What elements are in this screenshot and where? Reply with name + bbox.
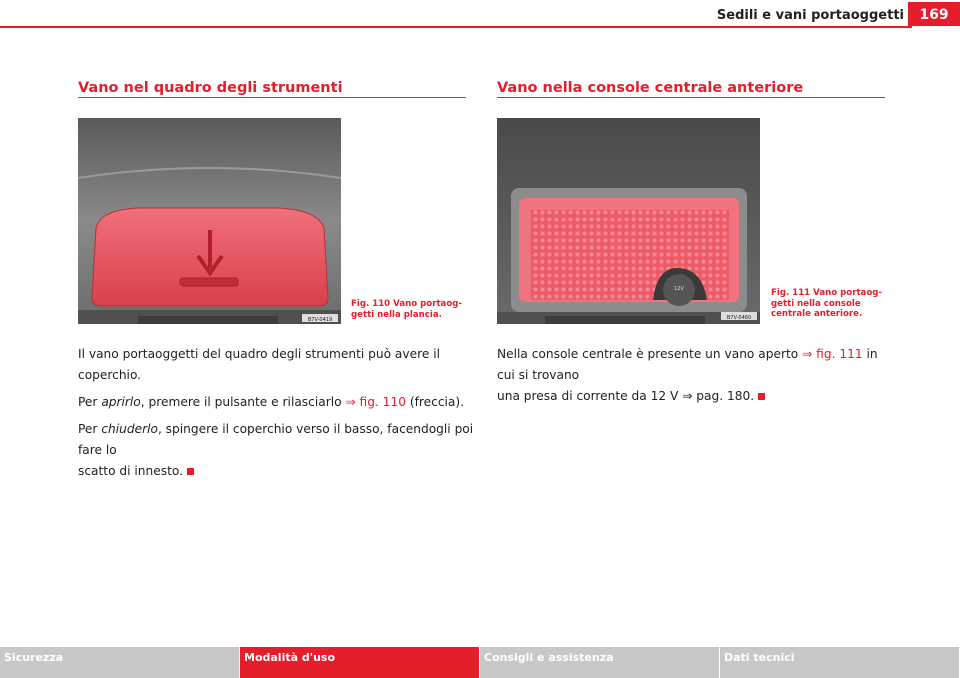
figure-111-center-console-compartment — [497, 118, 760, 324]
figure-caption-111: Fig. 111 Vano portaog- getti nella console centrale anteriore. — [771, 288, 882, 319]
body-text-left — [78, 344, 478, 482]
section-rule-left — [78, 97, 466, 98]
figure-110-dashboard-compartment — [78, 118, 341, 324]
paragraph: Nella console centrale è presente un vano aperto ⇒ fig. 111 in cui si trovano una presa di corrente da 12 V ⇒ pag. 180. — [497, 347, 878, 403]
footer-tab-modalita-duso[interactable]: Modalità d'uso — [240, 647, 480, 678]
section-title-right: Vano nella console centrale anteriore — [497, 80, 804, 96]
figure-caption-110: Fig. 110 Vano portaog- getti nella plancia. — [351, 299, 462, 320]
figure-reference-link[interactable]: ⇒ fig. 110 — [345, 395, 406, 409]
paragraph: Per chiuderlo, spingere il coperchio verso il basso, facendogli poi fare lo scatto di innesto. — [78, 422, 474, 478]
paragraph: Per aprirlo, premere il pulsante e rilasciarlo ⇒ fig. 110 (freccia). — [78, 395, 464, 409]
figure-code-110: B7V-0419 — [307, 317, 333, 323]
section-rule-right — [497, 97, 885, 98]
section-end-marker — [758, 393, 765, 400]
socket-label: 12V — [674, 286, 684, 292]
header-rule — [0, 26, 912, 28]
figure-reference-link[interactable]: ⇒ fig. 111 — [802, 347, 863, 361]
footer-tab-sicurezza[interactable]: Sicurezza — [0, 647, 240, 678]
footer-tab-consigli-e-assistenza[interactable]: Consigli e assistenza — [480, 647, 720, 678]
section-end-marker — [187, 468, 194, 475]
body-text-right — [497, 344, 897, 407]
paragraph: Il vano portaoggetti del quadro degli strumenti può avere il coperchio. — [78, 347, 440, 382]
footer-tab-dati-tecnici[interactable]: Dati tecnici — [720, 647, 960, 678]
page-number: 169 — [908, 2, 960, 26]
chapter-title: Sedili e vani portaoggetti — [716, 8, 904, 23]
footer-navigation — [0, 647, 960, 678]
figure-code-111: B7V-0460 — [726, 315, 752, 321]
section-title-left: Vano nel quadro degli strumenti — [78, 80, 343, 96]
